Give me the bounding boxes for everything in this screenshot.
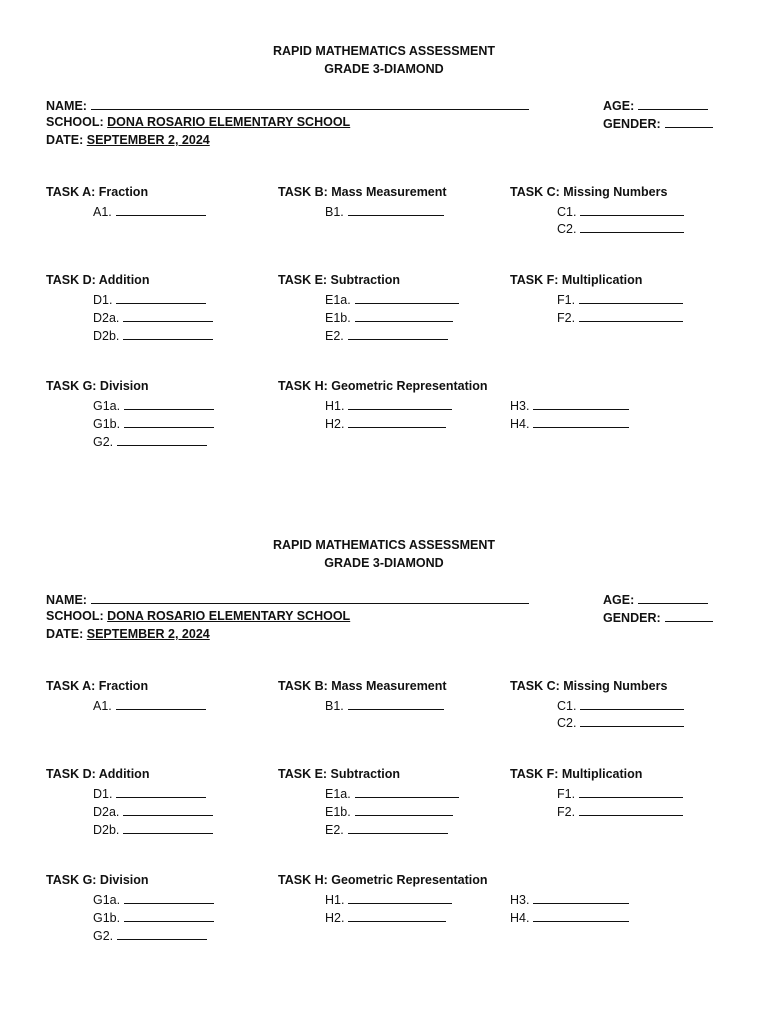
answer-item xyxy=(93,415,214,432)
answer-blank[interactable] xyxy=(123,803,213,816)
item-label: C1. xyxy=(557,205,577,219)
task-e-title: TASK E: Subtraction xyxy=(278,273,400,287)
age-label: AGE: xyxy=(603,593,635,607)
answer-item xyxy=(557,309,683,326)
answer-blank[interactable] xyxy=(580,220,684,233)
answer-item xyxy=(93,821,213,838)
answer-blank[interactable] xyxy=(355,785,459,798)
answer-item xyxy=(510,397,629,414)
item-label: G1a. xyxy=(93,399,121,413)
answer-blank[interactable] xyxy=(124,909,214,922)
answer-blank[interactable] xyxy=(348,327,448,340)
age-blank[interactable] xyxy=(638,591,708,604)
date-row xyxy=(46,133,210,148)
item-label: F2. xyxy=(557,311,576,325)
answer-blank[interactable] xyxy=(123,309,213,322)
gender-blank[interactable] xyxy=(665,115,713,128)
school-value: DONA ROSARIO ELEMENTARY SCHOOL xyxy=(107,609,351,623)
item-label: C2. xyxy=(557,716,577,730)
item-label: A1. xyxy=(93,205,112,219)
item-label: H3. xyxy=(510,893,530,907)
answer-blank[interactable] xyxy=(348,821,448,834)
gender-label: GENDER: xyxy=(603,117,661,131)
item-label: G1b. xyxy=(93,417,121,431)
answer-item xyxy=(557,714,684,731)
answer-blank[interactable] xyxy=(533,397,629,410)
gender-row xyxy=(603,115,713,132)
name-label: NAME: xyxy=(46,593,87,607)
task-e-title: TASK E: Subtraction xyxy=(278,767,400,781)
answer-blank[interactable] xyxy=(124,891,214,904)
school-label: SCHOOL: xyxy=(46,115,104,129)
item-label: D2a. xyxy=(93,311,120,325)
answer-item xyxy=(93,309,213,326)
answer-item xyxy=(557,697,684,714)
name-blank[interactable] xyxy=(91,97,529,110)
answer-blank[interactable] xyxy=(116,203,206,216)
assessment-form-2 xyxy=(0,494,768,964)
age-label: AGE: xyxy=(603,99,635,113)
answer-item xyxy=(325,697,444,714)
gender-blank[interactable] xyxy=(665,609,713,622)
age-row xyxy=(603,591,708,608)
answer-blank[interactable] xyxy=(580,714,684,727)
item-label: E1a. xyxy=(325,293,351,307)
task-b-title: TASK B: Mass Measurement xyxy=(278,679,447,693)
answer-blank[interactable] xyxy=(123,327,213,340)
answer-item xyxy=(325,909,446,926)
answer-blank[interactable] xyxy=(533,891,629,904)
item-label: E1b. xyxy=(325,805,351,819)
task-c-title: TASK C: Missing Numbers xyxy=(510,679,668,693)
task-c-title: TASK C: Missing Numbers xyxy=(510,185,668,199)
answer-item xyxy=(557,203,684,220)
name-label: NAME: xyxy=(46,99,87,113)
answer-blank[interactable] xyxy=(533,909,629,922)
answer-item xyxy=(93,803,213,820)
answer-blank[interactable] xyxy=(580,203,684,216)
answer-item xyxy=(557,220,684,237)
item-label: D2b. xyxy=(93,329,120,343)
age-row xyxy=(603,97,708,114)
answer-item xyxy=(325,397,452,414)
answer-item xyxy=(510,909,629,926)
gender-row xyxy=(603,609,713,626)
item-label: D2a. xyxy=(93,805,120,819)
task-b-title: TASK B: Mass Measurement xyxy=(278,185,447,199)
school-row xyxy=(46,609,350,624)
answer-item xyxy=(93,697,206,714)
form-subtitle: GRADE 3-DIAMOND xyxy=(324,556,444,570)
answer-blank[interactable] xyxy=(579,785,683,798)
name-row xyxy=(46,591,529,608)
answer-blank[interactable] xyxy=(124,397,214,410)
name-blank[interactable] xyxy=(91,591,529,604)
answer-item xyxy=(93,891,214,908)
form-title: RAPID MATHEMATICS ASSESSMENT xyxy=(273,538,495,552)
item-label: C1. xyxy=(557,699,577,713)
item-label: F2. xyxy=(557,805,576,819)
answer-item xyxy=(93,397,214,414)
answer-blank[interactable] xyxy=(348,909,446,922)
item-label: A1. xyxy=(93,699,112,713)
answer-item xyxy=(325,309,453,326)
answer-item xyxy=(325,291,459,308)
item-label: G2. xyxy=(93,929,114,943)
item-label: H1. xyxy=(325,399,345,413)
answer-item xyxy=(325,327,448,344)
answer-blank[interactable] xyxy=(348,203,444,216)
answer-blank[interactable] xyxy=(580,697,684,710)
item-label: H2. xyxy=(325,911,345,925)
date-label: DATE: xyxy=(46,133,84,147)
date-label: DATE: xyxy=(46,627,84,641)
answer-blank[interactable] xyxy=(579,803,683,816)
answer-item xyxy=(325,785,459,802)
answer-blank[interactable] xyxy=(116,785,206,798)
answer-blank[interactable] xyxy=(117,433,207,446)
form-subtitle: GRADE 3-DIAMOND xyxy=(324,62,444,76)
task-g-title: TASK G: Division xyxy=(46,379,149,393)
item-label: B1. xyxy=(325,699,344,713)
school-row xyxy=(46,115,350,130)
answer-item xyxy=(557,785,683,802)
age-blank[interactable] xyxy=(638,97,708,110)
answer-item xyxy=(93,291,206,308)
item-label: H3. xyxy=(510,399,530,413)
answer-blank[interactable] xyxy=(117,927,207,940)
item-label: H4. xyxy=(510,911,530,925)
answer-blank[interactable] xyxy=(355,309,453,322)
item-label: E2. xyxy=(325,823,344,837)
answer-item xyxy=(93,927,207,944)
answer-item xyxy=(325,203,444,220)
item-label: H4. xyxy=(510,417,530,431)
item-label: G1a. xyxy=(93,893,121,907)
item-label: H1. xyxy=(325,893,345,907)
item-label: B1. xyxy=(325,205,344,219)
item-label: F1. xyxy=(557,787,576,801)
task-d-title: TASK D: Addition xyxy=(46,767,150,781)
answer-blank[interactable] xyxy=(533,415,629,428)
answer-item xyxy=(93,327,213,344)
answer-item xyxy=(510,891,629,908)
item-label: E1a. xyxy=(325,787,351,801)
school-value: DONA ROSARIO ELEMENTARY SCHOOL xyxy=(107,115,351,129)
answer-blank[interactable] xyxy=(124,415,214,428)
answer-blank[interactable] xyxy=(348,697,444,710)
answer-item xyxy=(557,291,683,308)
answer-item xyxy=(325,803,453,820)
item-label: E1b. xyxy=(325,311,351,325)
date-value: SEPTEMBER 2, 2024 xyxy=(86,627,210,641)
answer-blank[interactable] xyxy=(116,291,206,304)
answer-blank[interactable] xyxy=(348,891,452,904)
task-g-title: TASK G: Division xyxy=(46,873,149,887)
task-a-title: TASK A: Fraction xyxy=(46,679,149,693)
item-label: D1. xyxy=(93,787,113,801)
answer-item xyxy=(93,785,206,802)
task-d-title: TASK D: Addition xyxy=(46,273,150,287)
answer-item xyxy=(93,433,207,450)
task-h-title: TASK H: Geometric Representation xyxy=(278,379,488,393)
answer-blank[interactable] xyxy=(123,821,213,834)
item-label: G1b. xyxy=(93,911,121,925)
answer-item xyxy=(325,891,452,908)
item-label: D2b. xyxy=(93,823,120,837)
answer-blank[interactable] xyxy=(116,697,206,710)
school-label: SCHOOL: xyxy=(46,609,104,623)
answer-item xyxy=(93,203,206,220)
item-label: C2. xyxy=(557,222,577,236)
task-h-title: TASK H: Geometric Representation xyxy=(278,873,488,887)
item-label: D1. xyxy=(93,293,113,307)
answer-blank[interactable] xyxy=(579,291,683,304)
task-f-title: TASK F: Multiplication xyxy=(510,273,643,287)
gender-label: GENDER: xyxy=(603,611,661,625)
date-value: SEPTEMBER 2, 2024 xyxy=(86,133,210,147)
item-label: E2. xyxy=(325,329,344,343)
assessment-form-1 xyxy=(0,0,768,470)
date-row xyxy=(46,627,210,642)
answer-item xyxy=(325,821,448,838)
answer-blank[interactable] xyxy=(579,309,683,322)
form-title: RAPID MATHEMATICS ASSESSMENT xyxy=(273,44,495,58)
task-f-title: TASK F: Multiplication xyxy=(510,767,643,781)
name-row xyxy=(46,97,529,114)
item-label: F1. xyxy=(557,293,576,307)
item-label: H2. xyxy=(325,417,345,431)
answer-blank[interactable] xyxy=(348,415,446,428)
answer-blank[interactable] xyxy=(348,397,452,410)
answer-item xyxy=(93,909,214,926)
answer-blank[interactable] xyxy=(355,803,453,816)
task-a-title: TASK A: Fraction xyxy=(46,185,149,199)
answer-blank[interactable] xyxy=(355,291,459,304)
item-label: G2. xyxy=(93,435,114,449)
answer-item xyxy=(510,415,629,432)
answer-item xyxy=(557,803,683,820)
answer-item xyxy=(325,415,446,432)
